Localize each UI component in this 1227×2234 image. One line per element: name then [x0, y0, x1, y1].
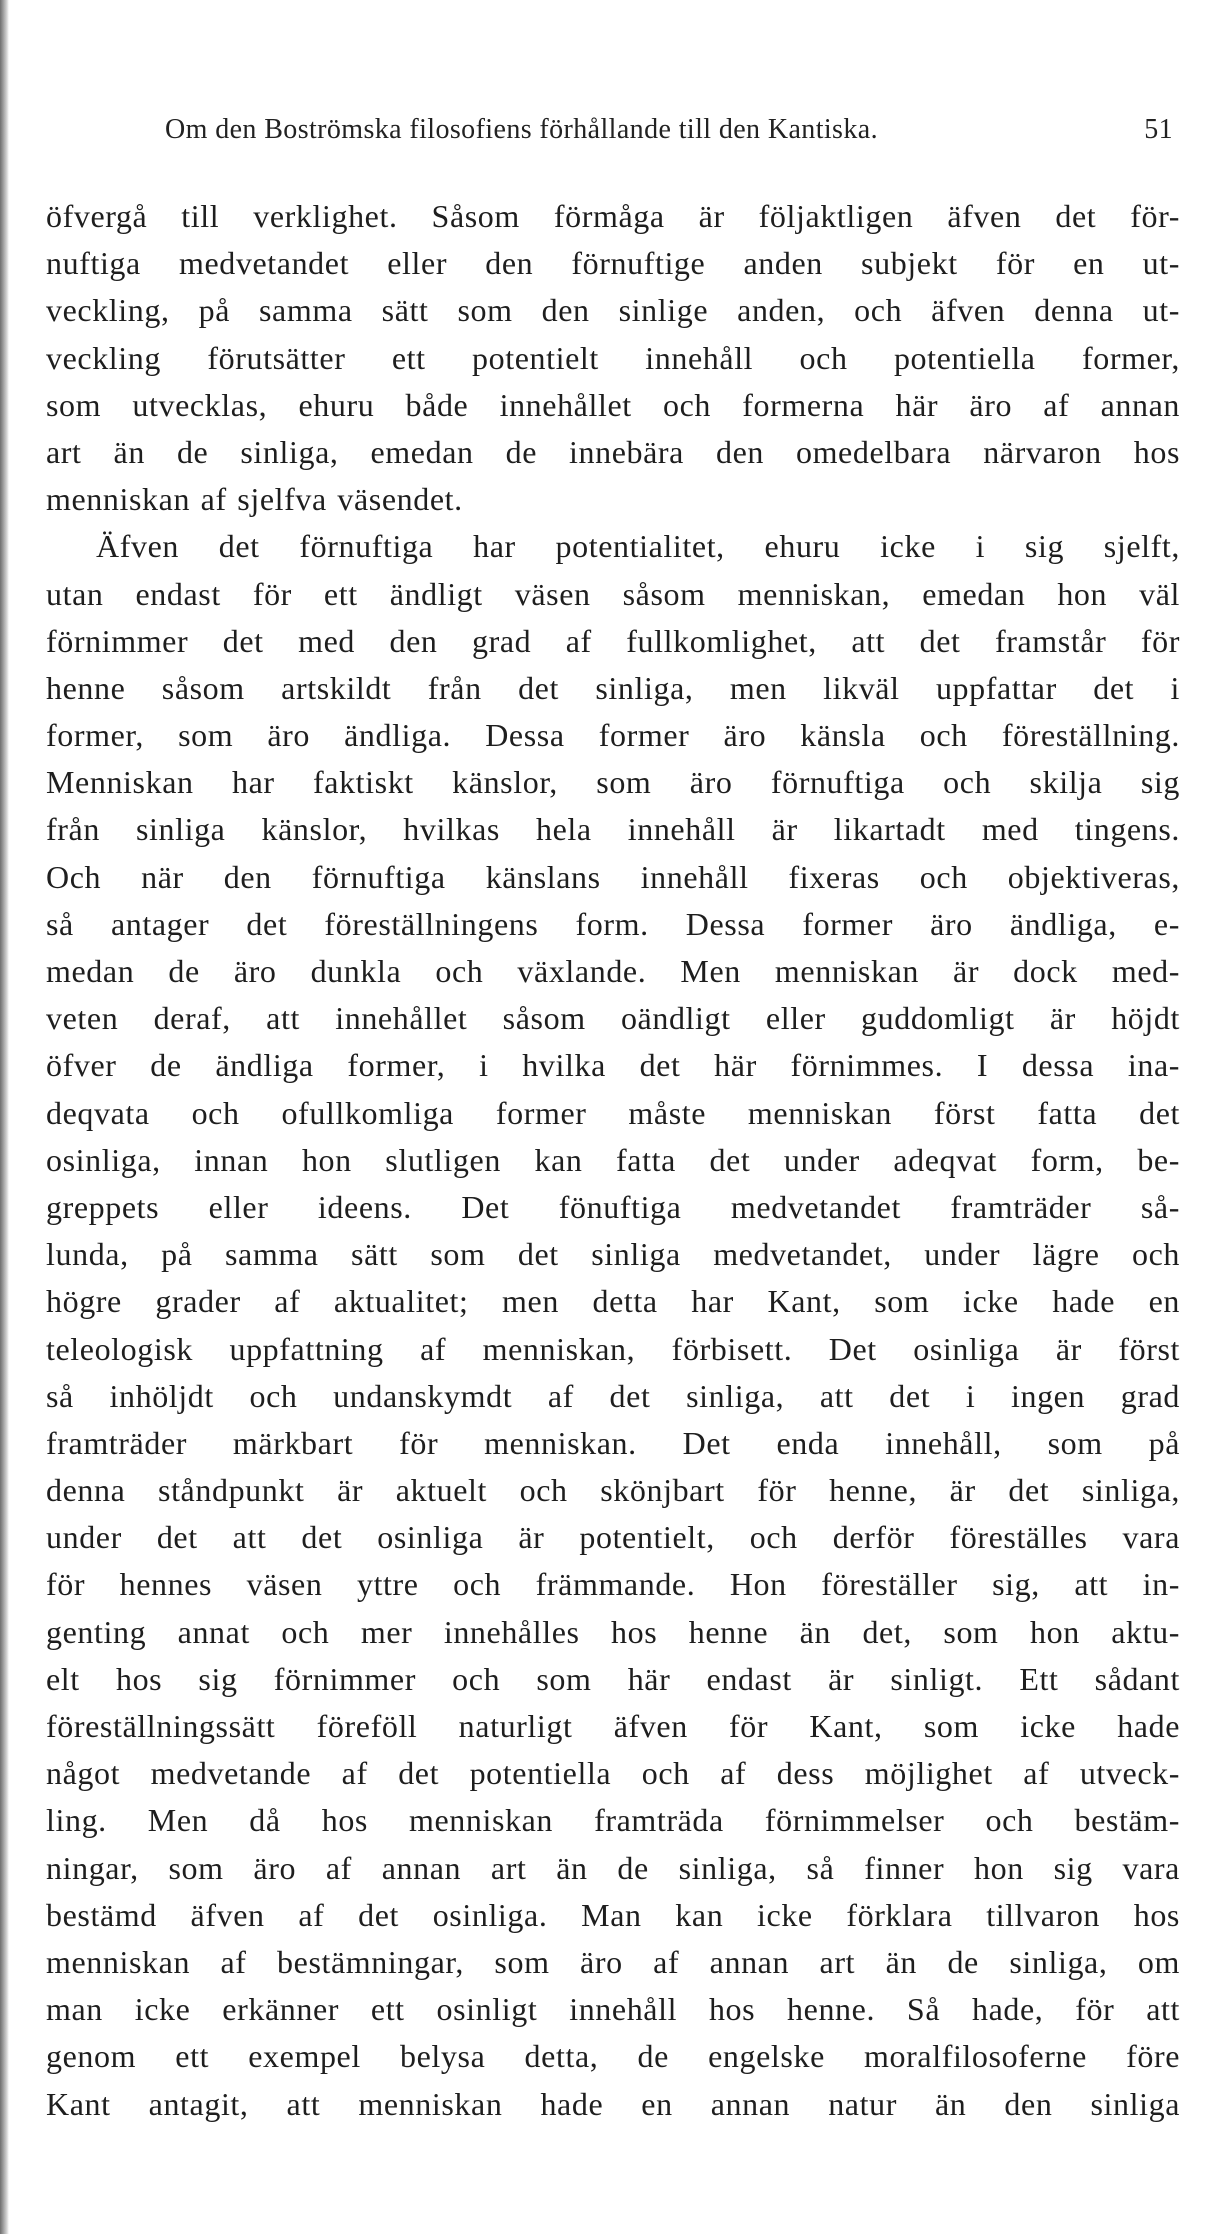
text-line: från sinliga känslor, hvilkas hela innehåll är likartadt med tingens. — [46, 811, 1180, 848]
text-line: menniskan af sjelfva väsendet. — [46, 481, 463, 518]
scan-edge-shadow — [0, 0, 9, 2234]
text-line: bestämd äfven af det osinliga. Man kan icke förklara tillvaron hos — [46, 1896, 1180, 1933]
text-line: under det att det osinliga är potentielt, och derför föreställes vara — [46, 1519, 1180, 1556]
text-line: veckling, på samma sätt som den sinlige anden, och äfven denna ut- — [46, 292, 1180, 329]
text-line: art än de sinliga, emedan de innebära den omedelbara närvaron hos — [46, 433, 1180, 470]
text-line: menniskan af bestämningar, som äro af annan art än de sinliga, om — [46, 1943, 1180, 1980]
text-line: som utvecklas, ehuru både innehållet och formerna här äro af annan — [46, 386, 1180, 423]
running-head-title: Om den Boströmska filosofiens förhållande till den Kantiska. — [165, 114, 878, 145]
text-line: öfvergå till verklighet. Såsom förmåga är följaktligen äfven det för- — [46, 198, 1180, 234]
text-line: medan de äro dunkla och växlande. Men menniskan är dock med- — [46, 953, 1180, 989]
text-line: henne såsom artskildt från det sinliga, men likväl uppfattar det i — [46, 669, 1180, 706]
text-line: förnimmer det med den grad af fullkomlighet, att det framstår för — [46, 622, 1180, 659]
body-text — [46, 193, 1180, 2128]
paragraph-first-line: Äfven det förnuftiga har potentialitet, ehuru icke i sig sjelft, — [96, 528, 1180, 565]
text-line: genom ett exempel belysa detta, de engelske moralfilosoferne före — [46, 2038, 1180, 2075]
text-line: denna ståndpunkt är aktuelt och skönjbart för henne, är det sinliga, — [46, 1472, 1180, 1509]
text-line: veckling förutsätter ett potentielt innehåll och potentiella former, — [46, 339, 1180, 376]
text-line: öfver de ändliga former, i hvilka det här förnimmes. I dessa ina- — [46, 1047, 1180, 1084]
text-line: Menniskan har faktiskt känslor, som äro förnuftiga och skilja sig — [46, 764, 1180, 801]
page-number: 51 — [1144, 114, 1173, 145]
text-line: greppets eller ideens. Det fönuftiga medvetandet framträder så- — [46, 1188, 1180, 1225]
text-line: nuftiga medvetandet eller den förnuftige anden subjekt för en ut- — [46, 245, 1180, 282]
text-line: utan endast för ett ändligt väsen såsom menniskan, emedan hon väl — [46, 575, 1180, 612]
text-line: man icke erkänner ett osinligt innehåll hos henne. Så hade, för att — [46, 1991, 1180, 2028]
text-line: ningar, som äro af annan art än de sinliga, så finner hon sig vara — [46, 1849, 1180, 1886]
text-line: former, som äro ändliga. Dessa former äro känsla och föreställning. — [46, 717, 1180, 754]
running-head — [165, 114, 1173, 150]
text-line: föreställningssätt föreföll naturligt äfven för Kant, som icke hade — [46, 1708, 1180, 1744]
text-line: framträder märkbart för menniskan. Det enda innehåll, som på — [46, 1424, 1180, 1461]
text-line: genting annat och mer innehålles hos henne än det, som hon aktu- — [46, 1613, 1180, 1650]
text-line: veten deraf, att innehållet såsom oändligt eller guddomligt är höjdt — [46, 1000, 1180, 1037]
text-line: så antager det föreställningens form. Dessa former äro ändliga, e- — [46, 905, 1180, 942]
text-line: Kant antagit, att menniskan hade en annan natur än den sinliga — [46, 2085, 1180, 2122]
text-line: teleologisk uppfattning af menniskan, förbisett. Det osinliga är först — [46, 1330, 1180, 1367]
text-line: högre grader af aktualitet; men detta har Kant, som icke hade en — [46, 1283, 1180, 1320]
text-line: för hennes väsen yttre och främmande. Hon föreställer sig, att in- — [46, 1566, 1180, 1603]
text-line: osinliga, innan hon slutligen kan fatta det under adeqvat form, be- — [46, 1141, 1180, 1178]
text-line: något medvetande af det potentiella och af dess möjlighet af utveck- — [46, 1755, 1180, 1792]
text-line: så inhöljdt och undanskymdt af det sinliga, att det i ingen grad — [46, 1377, 1180, 1414]
text-line: lunda, på samma sätt som det sinliga medvetandet, under lägre och — [46, 1236, 1180, 1273]
text-line: Och när den förnuftiga känslans innehåll fixeras och objektiveras, — [46, 858, 1180, 895]
text-line: ling. Men då hos menniskan framträda förnimmelser och bestäm- — [46, 1802, 1180, 1839]
text-line: elt hos sig förnimmer och som här endast är sinligt. Ett sådant — [46, 1660, 1180, 1697]
text-line: deqvata och ofullkomliga former måste menniskan först fatta det — [46, 1094, 1180, 1131]
